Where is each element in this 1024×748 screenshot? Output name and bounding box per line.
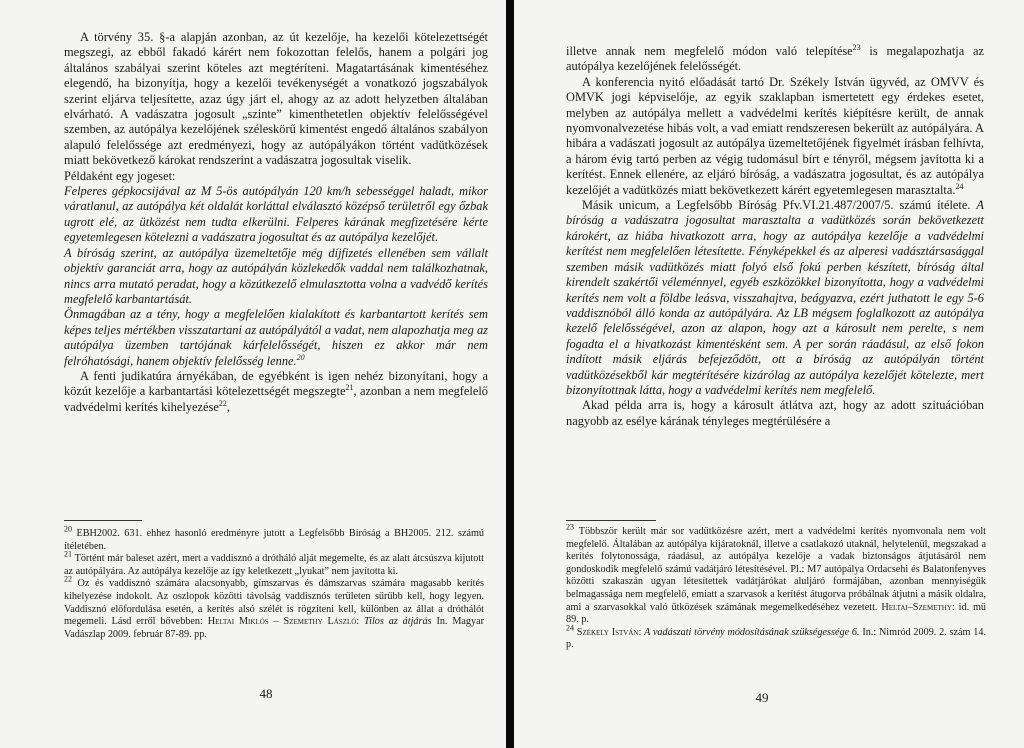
paragraph-text: Önmagában az a tény, hogy a megfelelően kialakított és karbantartott kerítés sem képes teljes mértékben visszatartani az autópályától a vadat, nem alapozhatja meg az autópálya üzemben tartójának kárfelelősségét, hiszen ez akkor már nem felróhatósági, hanem objektív felelősség lenne.	[64, 307, 488, 368]
paragraph: Akad példa arra is, hogy a károsult átlátva azt, hogy az adott szituációban nagyobb az esélye kárának tényleges megtérülésére a	[566, 398, 984, 428]
footnote-ref: 21	[345, 383, 354, 393]
paragraph-italic: Felperes gépkocsijával az M 5-ös autópályán 120 km/h sebességgel haladt, mikor váratlanul, az autópálya két oldalát korláttal elválasztó középső területről egy őzbak ugrott elé, az ütközést nem tudta elkerülni. Felperes kárának megfizetésére kérte egyetemlegesen kötelezni a vadászatra jogosultat és az autópálya kezelőjét.	[64, 184, 488, 245]
footnote-title: A vadászati törvény módosításának szükségessége 6.	[644, 626, 860, 638]
footnote-text: Történt már baleset azért, mert a vaddisznó a drótháló alját megemelte, és az alatt átcsúszva kijutott az autópályára. Az autópálya kezelője az így keletkezett „lyukat” nem javította ki.	[64, 553, 484, 577]
footnote-ref: 22	[218, 398, 227, 408]
paragraph-italic: A bíróság a vadászatra jogosultat marasztalta a vadütközés során bekövetkezett károkért, az hiába hivatkozott arra, hogy az autópálya kezelője a vadvédelmi kerítést nem megfelelően létesítette. Fényképekkel és az alperesi vadásztársasággal szemben másik vadütközés miatt folyó első fokú perben készített, bíróság által kirendelt szakértői véleménnyel, egyéb eszközökkel bizonyította, hogy a vadvédelmi kerítés nem volt a földbe leásva, visszahajtva, beágyazva, ezért juthatott le egy 5-6 vaddisznóból álló konda az autópályára. Az LB mégsem foglalkozott az autópálya kezelő felelősségével, azon az alapon, hogy azt a károsult nem perelte, s nem fogadta el a hivatkozást kimentésként sem. A per során ráadásul, az első fokon indított másik eljárás befejeződött, ott a bíróság az autópályán történt vadütközésekből kár megtérítésére kizárólag az autópálya kezelőjét kötelezte, mert bizonyítottnak látta, hogy a vadvédelmi kerítés nem megfelelő.	[566, 198, 984, 397]
footnote-author: Székely István:	[576, 626, 642, 638]
footnote-rule	[64, 520, 142, 521]
paragraph-text: illetve annak nem megfelelő módon való telepítése	[566, 44, 853, 58]
footnote	[566, 522, 987, 627]
footnote-text: In.: Nimród 2009. 2. szám 14. p.	[566, 626, 986, 651]
paragraph	[566, 198, 984, 398]
footnote-rule	[566, 520, 656, 521]
paragraph-text: A konferencia nyitó előadását tartó Dr. Székely István ügyvéd, az OMVV és OMVK jogi képviselője, az egyik szaklapban ismertetett egy érdekes esetet, melyben az autópálya mellett a vadvédelmi kerítés kiépítésre került, de annak nyomvonalvezetése hibás volt, a vad emiatt rendszeresen bekerült az autópályára. A hibára a vadászati jogosult az autópálya üzemeltetőjének figyelmét írásban felhívta, a három évig tartó perben az végig tudomásul bírt e tényről, mégsem javította ki a kerítést. Ennek ellenére, az eljáró bíróság, a vadászatra jogosultat, és az autópálya kezelőjét a vadütközés miatt bekövetkezett kárért egyetemlegesen marasztalta.	[566, 74, 984, 197]
footnote-number: 22	[64, 574, 72, 584]
footnote-author: Heltai–Szemethy:	[881, 601, 955, 613]
left-page	[0, 0, 506, 748]
paragraph	[566, 44, 984, 75]
paragraph-text: , azonban a nem megfelelő vadvédelmi kerítés kihelyezése	[64, 384, 489, 414]
footnote	[566, 623, 986, 652]
right-footnotes	[566, 522, 987, 652]
footnote-author: Heltai Miklós – Szemethy László:	[207, 616, 360, 628]
footnote-ref: 24	[955, 181, 964, 191]
paragraph	[566, 75, 984, 198]
footnote-number: 20	[64, 524, 72, 534]
footnote-text: Többször került már sor vadütközésre azért, mert a vadvédelmi kerítés nyomvonala nem volt megfelelő. Általában az autópálya kijáratoknál, illetve a csatlakozó utaknál, helytelenül, megszakad a kerítés folytonossága, ráadásul, az autópálya kezelője a vadak biztonságos átjutásáról nem gondoskodik megfelelő számú vadátjáró létesítésével. Pl.: M7 autópálya Ordacsehi és Balatonfenyves közötti szakaszán ugyan létesítettek vadátjárókat aluljáró formájában, azonban mennyiségük belmagassága nem megfelelő, emiatt a szarvasok a kerítést átugorva próbálnak átjutni a másik oldalra, ami a szarvasokkal való ütközések számának megemelkedéséhez vezetett.	[566, 526, 986, 613]
footnote-number: 23	[566, 522, 574, 532]
right-body	[566, 44, 984, 504]
footnote-title: Tilos az átjárás	[364, 616, 432, 628]
footnote-ref: 23	[852, 42, 861, 52]
footnote-text: EBH2002. 631. ehhez hasonló eredményre jutott a Legfelsőbb Bíróság a BH2005. 212. számú ítéletében.	[64, 528, 485, 552]
footnote-text: In. Magyar Vadászlap 2009. február 87-89. pp.	[64, 616, 485, 640]
right-page	[514, 0, 1024, 748]
footnote-text: Oz és vaddisznó számára alacsonyabb, gímszarvas és dámszarvas számára magasabb kerítés kihelyezése indokolt. Az oszlopok közötti távolság vaddisznós területen sűrűbb kell, hogy legyen. Vaddisznó előfordulása esetén, a kerítés alsó szélét is rögzíteni kell, különben az állat a dróthálót megemeli. Lásd erről bővebben:	[64, 578, 485, 628]
paragraph-text: is megalapozhatja az autópálya kezelőjének felelősségét.	[566, 44, 984, 74]
page-number: 49	[755, 690, 769, 705]
footnote-ref: 20	[296, 352, 305, 362]
page-number: 48	[259, 686, 273, 701]
footnote	[64, 574, 485, 641]
paragraph-text: Másik unicum, a Legfelsőbb Bíróság Pfv.VI.21.487/2007/5. számú ítélete.	[582, 198, 971, 213]
footnote-number: 24	[566, 623, 574, 633]
footnote-number: 21	[64, 549, 72, 559]
paragraph-italic	[64, 307, 488, 369]
footnote-text: id. mű 89. p.	[566, 601, 987, 626]
paragraph: A törvény 35. §-a alapján azonban, az út kezelője, ha kezelői kötelezettségét megszegi, az ebből fakadó kárért nem fokozottan felelős, hanem a polgári jog általános szabályai szerint köteles azt megtéríteni. Magatartásának kimentéséhez elegendő, ha bizonyítja, hogy a kezelői tevékenységét a vonatkozó jogszabályok szerint eljárva teljesítette, azaz úgy járt el, ahogy az az adott helyzetben általában elvárható. A vadászatra jogosult „szinte” kimenthetetlen objektív felelősségével szemben, az autópálya kezelőjének széleskörű kimentést engedő általános szabályon alapuló felelőssége azt eredményezi, hogy az autópályákon történt vadütközések miatt bekövetkező károkat rendszerint a vadászatra jogosultak viselik.	[64, 30, 488, 168]
footnote	[64, 524, 485, 553]
footnote	[64, 549, 484, 578]
paragraph	[64, 369, 488, 415]
paragraph-italic: A bíróság szerint, az autópálya üzemeltetője még díjfizetés ellenében sem vállalt objektív garanciát arra, hogy az autópályán közlekedők vaddal nem találkozhatnak, nincs arra mutató peradat, hogy a közútkezelő elmulasztotta volna a vadvédő kerítés megfelelő karbantartását.	[64, 245, 488, 306]
paragraph: Példaként egy jogeset:	[64, 168, 176, 183]
paragraph-text: A fenti judikatúra árnyékában, de egyébként is igen nehéz bizonyítani, hogy a közút kezelője a karbantartási kötelezettségét megszegte	[64, 368, 488, 399]
left-body	[64, 30, 488, 490]
paragraph-text: ,	[226, 399, 230, 414]
left-footnotes	[64, 524, 485, 641]
